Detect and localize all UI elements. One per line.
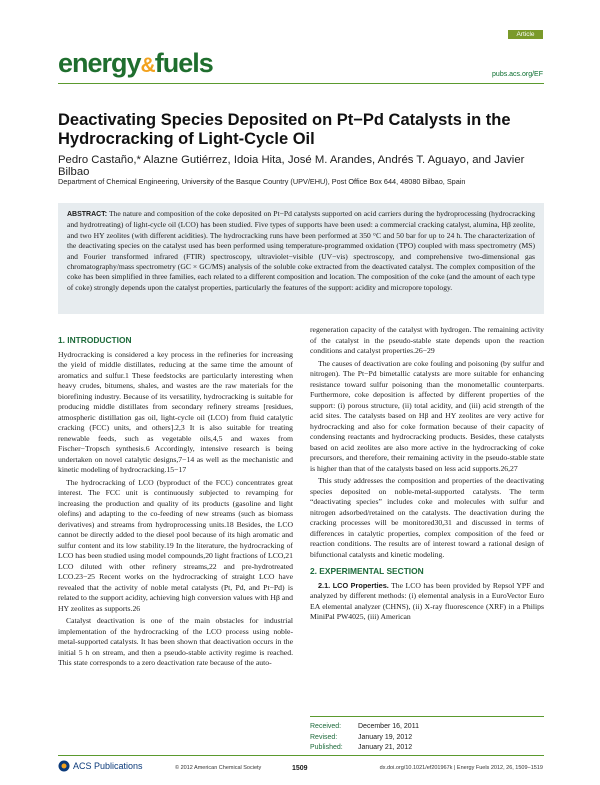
footer-divider [58, 755, 544, 756]
date-received: Received: December 16, 2011 [310, 723, 419, 730]
paragraph: This study addresses the composition and properties of the deactivating species deposited on noble-metal-supported catalysts. The term “deactivating species” includes coke and molecules with sulfur and nitrogen adsorbed/retained on the catalysts. The deactivation during the cracking processes will be monitored30,31 and discussed in terms of differences in catalytic properties, complex composition of the feed or reaction conditions. The results are of interest toward a rational design of bifunctional catalysts and kinetic modeling. [310, 476, 544, 559]
page-number: 1509 [292, 765, 308, 772]
left-column [58, 335, 293, 671]
doi-citation-link[interactable]: dx.doi.org/10.1021/ef201967k | Energy Fuels 2012, 26, 1509−1519 [379, 765, 543, 771]
section-heading-introduction: 1. INTRODUCTION [58, 335, 132, 345]
section-heading-experimental: 2. EXPERIMENTAL SECTION [310, 566, 424, 576]
paragraph: Catalyst deactivation is one of the main obstacles for industrial implementation of the hydrocracking of the LCO process using noble-metal-supported catalysts. It has been shown that deactivation occurs in the initial 5 h on stream, and then a pseudo-stable activity regime is reached. This state corresponds to a zero deactivation rate because of the auto- [58, 616, 293, 667]
paragraph: Hydrocracking is considered a key process in the refineries for increasing the yield of middle distillates, reducing at the same time the amount of aromatics and sulfur.1 These feedstocks are particularly interesting when heavy crudes, bitumens, shales, and wastes are the raw materials for the biorefining industry. Because of its versatility, hydrocracking is suitable for producing middle distillates from secondary refinery streams [residues, atmospheric distillation gas oil, light-cycle oil (LCO) from fluid catalytic cracking (FCC) units, and others].2,3 It is also suitable for treating renewable feeds, such as vegetable oils,4,5 and waxes from Fischer−Tropsch synthesis.6 Accordingly, intensive research is being undertaken on novel catalytic designs,7−14 as well as the mechanistic and kinetic modeling of hydrocracking.15−17 [58, 349, 293, 474]
date-published: Published: January 21, 2012 [310, 744, 413, 751]
article-title: Deactivating Species Deposited on Pt−Pd Catalysts in the Hydrocracking of Light-Cycle Oil [58, 111, 511, 148]
acs-publications-logo[interactable] [58, 760, 143, 772]
paragraph [310, 581, 544, 623]
journal-url-link[interactable]: pubs.acs.org/EF [492, 71, 543, 78]
abstract-label: ABSTRACT: [67, 211, 108, 218]
paragraph: The causes of deactivation are coke fouling and poisoning (by sulfur and nitrogen). The Pt−Pd bimetallic catalysts are more suitable for enhancing resistance toward sulfur poisoning than the monometallic counterparts. Furthermore, coke deposition is affected by different properties of the support: (i) porous structure, (ii) total acidity, and (iii) acid strength of the acid sites. The catalysts based on Hβ and HY zeolites are very active for hydrocracking and also for coke formation because of their capacity of condensing reactants and hydrocracking products. Besides, these catalysts based on acid zeolites are also more active in the hydrocracking of coke precursors, and therefore, their remaining activity in the pseudo-stable state is higher than that of the catalysts based on less acid supports.26,27 [310, 358, 544, 473]
right-column [310, 325, 544, 625]
paragraph: The hydrocracking of LCO (byproduct of the FCC) concentrates great interest. The FCC unit is continuously subjected to revamping for increasing the production and quality of its products (gasoline and light olefins) and adapting to the co-feeding of new streams (such as biomass derivatives) and streams from hydroprocessing units.18 Besides, the LCO cannot be directly added to the diesel pool because of its high aromatic and sulfur content and its low stability.19 In the literature, the hydrocracking of LCO has been studied using model compounds,20 light fractions of LCO,21 LCO diluted with other refinery streams,22 and pre-hydrotreated LCO.23−25 Recent works on the hydrocracking of straight LCO have revealed that the activity of noble metal catalysts (Pt, Pd, and Pt−Pd) is related to the support acidity, achieving high conversion values with Hβ and HY zeolites as supports.26 [58, 477, 293, 613]
affiliation: Department of Chemical Engineering, University of the Basque Country (UPV/EHU), Post Office Box 644, 48080 Bilbao, Spain [58, 177, 466, 186]
logo-ampersand: & [140, 54, 155, 77]
abstract-text: The nature and composition of the coke deposited on Pt−Pd catalysts supported on acid carriers during the hydroprocessing (hydrocracking and hydrotreating) of light-cycle oil (LCO) has been studied. Five types of supports have been used: a commercial cracking catalyst, alumina, Hβ zeolite, and two HY zeolites (with different acidities). The hydrocracking runs have been performed at 350 °C and 50 bar for up to 24 h. The characterization of the deactivating species on the catalyst used has been performed using temperature-programmed oxidation (TPO) coupled with mass spectrometry (MS) and Fourier transformed infrared (FTIR) spectroscopy, ultraviolet−visible (UV−vis) spectroscopy, and comprehensive two-dimensional gas chromatography/mass spectrometry (GC × GC/MS) analysis of the soluble coke extracted from the deactivated catalyst. The complex composition of the coke has been simplified in three families, each related to a different composition and location. The composition of the coke (and the amount of each type of coke) strongly depends upon the catalyst properties, particularly the features of the support: acidity and micropore topology. [67, 209, 535, 292]
header-divider [58, 83, 544, 84]
author-list[interactable]: Pedro Castaño,* Alazne Gutiérrez, Idoia Hita, José M. Arandes, Andrés T. Aguayo, and Javier Bilbao [58, 154, 525, 178]
paragraph: regeneration capacity of the catalyst with hydrogen. The remaining activity of the catalyst in the pseudo-stable state depends upon the reaction conditions and catalyst properties.26−29 [310, 325, 544, 355]
date-revised: Revised: January 19, 2012 [310, 733, 413, 741]
article-type-badge: Article [508, 30, 543, 39]
publisher-name: ACS Publications [73, 761, 143, 771]
subsection-text: The LCO has been provided by Repsol YPF and analyzed by different methods: (i) elemental analysis in a EuroVector Euro EA elemental analyzer (CHNS), (ii) X-ray fluorescence (XRF) in a Philips MiniPal PW4025, (iii) American [310, 580, 545, 621]
journal-logo[interactable] [58, 50, 213, 77]
copyright: © 2012 American Chemical Society [175, 765, 262, 771]
publication-dates [310, 722, 544, 754]
acs-icon [58, 760, 70, 772]
logo-part-1: energy [58, 48, 141, 78]
logo-part-2: fuels [154, 48, 213, 78]
subsection-heading: 2.1. LCO Properties. [318, 580, 389, 590]
abstract-box [58, 203, 544, 314]
dates-divider [310, 716, 544, 717]
